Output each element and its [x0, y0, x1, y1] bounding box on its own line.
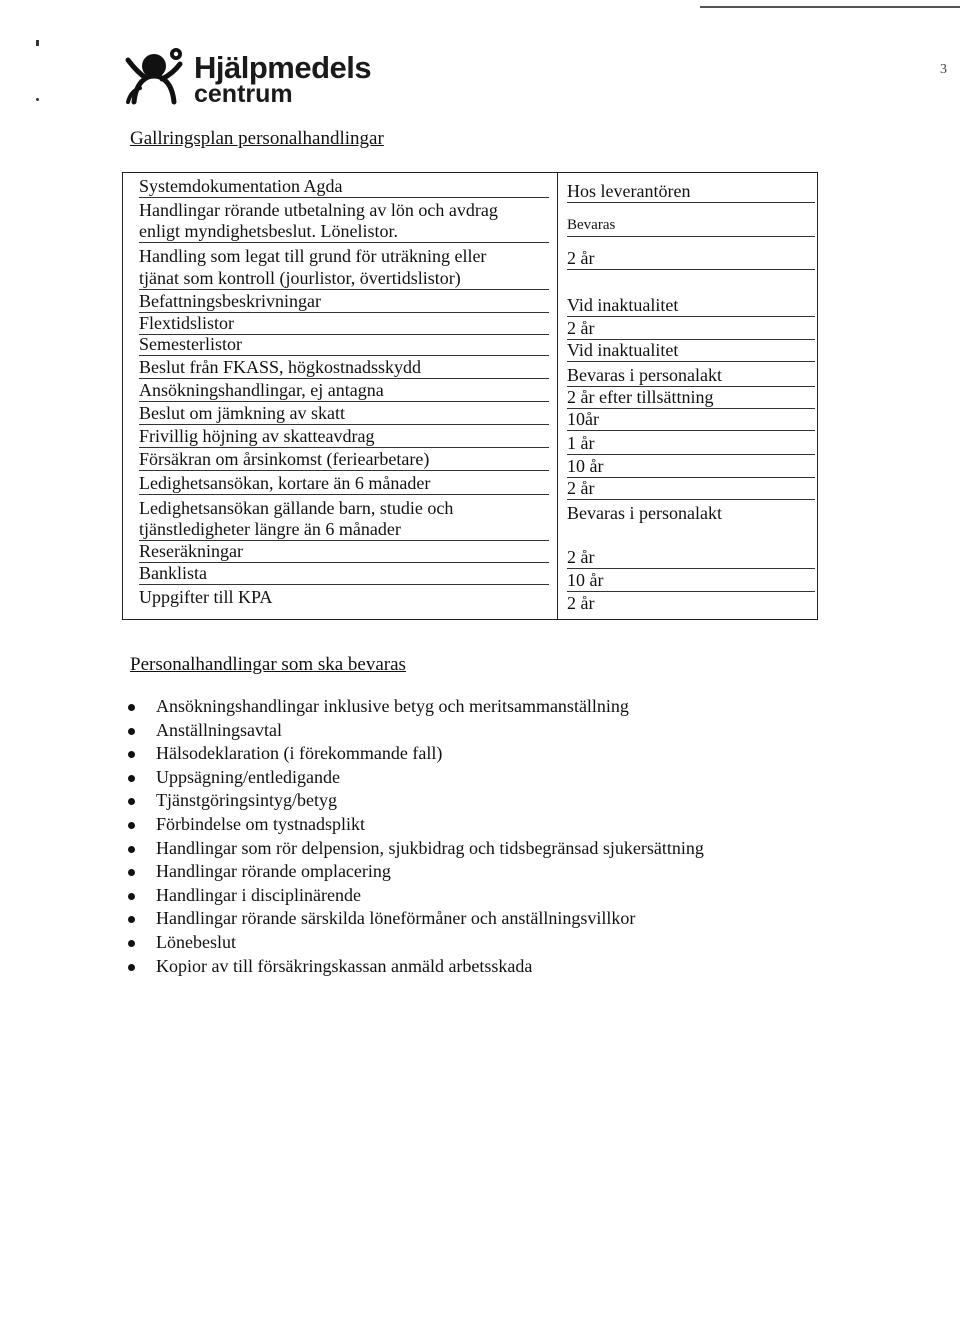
row-label: Banklista	[139, 563, 549, 585]
row-retention: Bevaras	[567, 215, 815, 237]
list-item: Lönebeslut	[128, 931, 704, 955]
list-item: Uppsägning/entledigande	[128, 766, 704, 790]
row-retention: 2 år efter tillsättning	[567, 387, 815, 409]
row-label: Handlingar rörande utbetalning av lön och avdrag	[139, 200, 498, 220]
scan-dot	[36, 98, 39, 101]
row-label: Systemdokumentation Agda	[139, 176, 549, 198]
row-retention: Bevaras i personalakt	[567, 503, 722, 523]
row-retention: 10 år	[567, 570, 815, 592]
row-retention: 2 år	[567, 318, 815, 340]
row-label: Frivillig höjning av skatteavdrag	[139, 426, 549, 448]
list-item: Förbindelse om tystnadsplikt	[128, 813, 704, 837]
row-label: Reseräkningar	[139, 541, 549, 563]
row-retention: 2 år	[567, 593, 595, 613]
scan-mark	[36, 40, 39, 46]
list-item: Handlingar rörande omplacering	[128, 860, 704, 884]
list-item: Ansökningshandlingar inklusive betyg och meritsammanställning	[128, 695, 704, 719]
row-retention: 2 år	[567, 547, 815, 569]
row-retention: Bevaras i personalakt	[567, 365, 815, 387]
page-number: 3	[940, 62, 947, 77]
list-item: Hälsodeklaration (i förekommande fall)	[128, 742, 704, 766]
list-item: Handlingar i disciplinärende	[128, 884, 704, 908]
row-retention: Vid inaktualitet	[567, 295, 815, 317]
gallringsplan-table	[122, 172, 818, 620]
row-retention: Vid inaktualitet	[567, 340, 815, 362]
column-divider	[557, 173, 558, 619]
logo	[120, 44, 390, 110]
list-item: Anställningsavtal	[128, 719, 704, 743]
row-label: Flextidslistor	[139, 313, 549, 335]
row-label: enligt myndighetsbeslut. Lönelistor.	[139, 221, 549, 243]
row-label: Ansökningshandlingar, ej antagna	[139, 380, 549, 402]
row-retention: 10år	[567, 409, 815, 431]
row-label: Ledighetsansökan gällande barn, studie och	[139, 498, 454, 518]
row-label: Försäkran om årsinkomst (feriearbetare)	[139, 449, 549, 471]
row-label: Uppgifter till KPA	[139, 587, 273, 607]
row-label: Handling som legat till grund för uträkning eller	[139, 246, 487, 266]
list-item: Handlingar som rör delpension, sjukbidrag och tidsbegränsad sjukersättning	[128, 837, 704, 861]
row-label: Ledighetsansökan, kortare än 6 månader	[139, 473, 549, 495]
row-label: tjänstledigheter längre än 6 månader	[139, 519, 549, 541]
row-label: Beslut om jämkning av skatt	[139, 403, 549, 425]
row-retention: 10 år	[567, 456, 815, 478]
row-label: Befattningsbeskrivningar	[139, 291, 549, 313]
list-item: Tjänstgöringsintyg/betyg	[128, 789, 704, 813]
list-item: Kopior av till försäkringskassan anmäld arbetsskada	[128, 955, 704, 979]
row-retention: 2 år	[567, 478, 815, 500]
row-retention: Hos leverantören	[567, 181, 815, 203]
hjalpmedelscentrum-person-icon	[120, 44, 190, 108]
bevaras-list	[128, 695, 704, 978]
row-label: Semesterlistor	[139, 334, 549, 356]
row-label: tjänat som kontroll (jourlistor, övertidslistor)	[139, 268, 549, 290]
row-label: Beslut från FKASS, högkostnadsskydd	[139, 357, 549, 379]
scan-edge-line	[700, 6, 960, 8]
logo-wordmark-line1: Hjälpmedels	[194, 50, 372, 85]
logo-wordmark-line2: centrum	[194, 80, 293, 108]
list-item: Handlingar rörande särskilda löneförmåner och anställningsvillkor	[128, 907, 704, 931]
row-retention: 1 år	[567, 433, 815, 455]
row-retention: 2 år	[567, 248, 815, 270]
section-heading-gallringsplan: Gallringsplan personalhandlingar	[130, 128, 384, 149]
section-heading-bevaras: Personalhandlingar som ska bevaras	[130, 654, 406, 675]
